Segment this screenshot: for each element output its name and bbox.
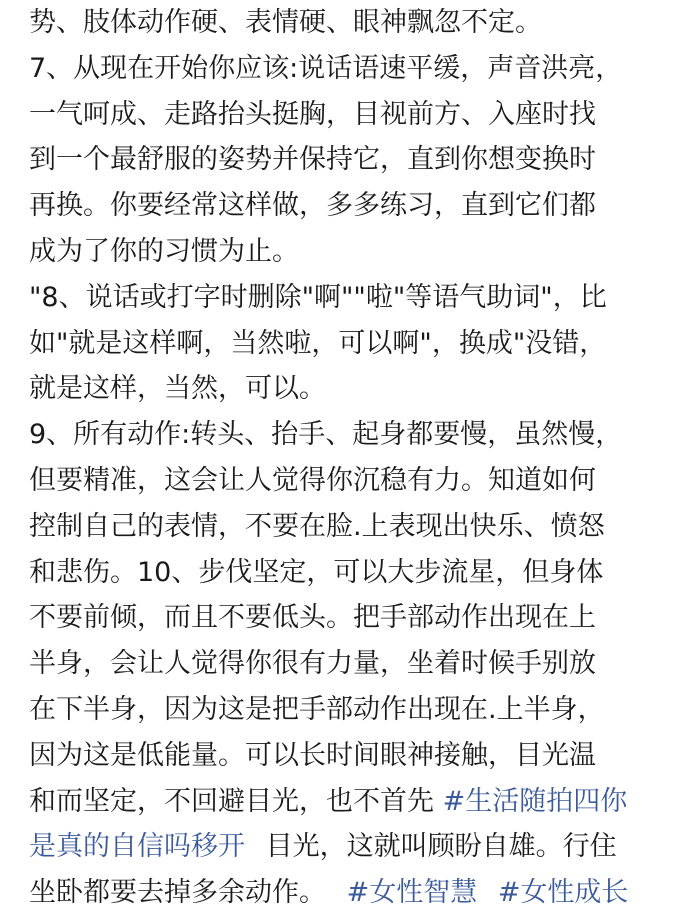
post-text: 目光，这就叫顾盼自雄。行住 [265, 831, 617, 863]
post-line: 就是这样，当然，可以。 [29, 373, 326, 405]
post-line: 半身，会让人觉得你很有力量，坐着时候手别放 [29, 648, 596, 680]
post-line-with-hashtag [29, 870, 669, 916]
post-line: 再换。你要经常这样做，多多练习，直到它们都 [29, 190, 596, 222]
post-line: 和悲伤。10、步伐坚定，可以大步流星，但身体 [29, 556, 604, 588]
post-line: 9、所有动作:转头、抬手、起身都要慢，虽然慢， [29, 419, 623, 451]
post-line: 但要精准，这会让人觉得你沉稳有力。知道如何 [29, 464, 596, 496]
post-line: 7、从现在开始你应该:说话语速平缓，声音洪亮， [29, 52, 623, 84]
post-text: 和而坚定，不回避目光，也不首先 [29, 785, 434, 817]
post-line-with-hashtag [29, 824, 669, 870]
hashtag-life-link-continued[interactable]: 是真的自信吗移开 [29, 831, 245, 863]
post-line: 到一个最舒服的姿势并保持它，直到你想变换时 [29, 144, 596, 176]
post-line: 不要前倾，而且不要低头。把手部动作出现在上 [29, 602, 596, 634]
post-line: 势、肢体动作硬、表情硬、眼神飘忽不定。 [29, 7, 542, 38]
post-line: 一气呵成、走路抬头挺胸，目视前方、入座时找 [29, 98, 596, 130]
post-body [29, 0, 669, 916]
post-line: 因为这是低能量。可以长时间眼神接触，目光温 [29, 739, 596, 771]
post-line: 在下半身，因为这是把手部动作出现在.上半身， [29, 693, 605, 725]
hashtag-growth-link[interactable]: #女性成长 [497, 877, 629, 909]
post-line: 成为了你的习惯为止。 [29, 235, 299, 267]
post-line: 如"就是这样啊，当然啦，可以啊"，换成"没错， [29, 327, 607, 359]
hashtag-life-link[interactable]: #生活随拍四你 [442, 785, 628, 817]
post-line: "8、说话或打字时删除"啊""啦"等语气助词"，比 [29, 281, 607, 313]
post-text: 坐卧都要去掉多余动作。 [29, 877, 326, 909]
post-line: 控制自己的表情，不要在脸.上表现出快乐、愤怒 [29, 510, 605, 542]
post-line-with-hashtag [29, 779, 669, 825]
hashtag-wisdom-link[interactable]: #女性智慧 [346, 877, 478, 909]
